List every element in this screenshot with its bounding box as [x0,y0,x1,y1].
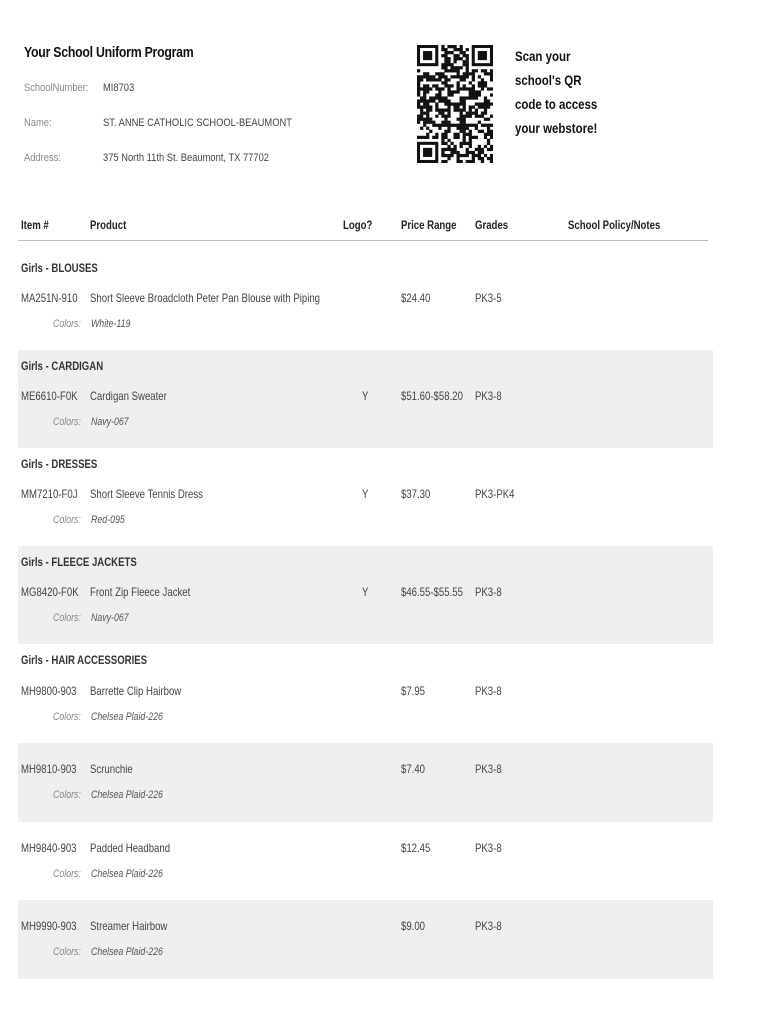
item-number: MH9990-903 [21,919,77,933]
item-number: MA251N-910 [21,291,78,305]
price-range: $9.00 [401,919,426,933]
colors-label: Colors: [53,868,81,880]
school-name: ST. ANNE CATHOLIC SCHOOL-BEAUMONT [103,117,292,129]
item-number: MH9800-903 [21,684,77,698]
product-name: Short Sleeve Broadcloth Peter Pan Blouse with Piping [90,291,321,305]
item-row [18,822,713,900]
address-label: Address: [24,152,61,164]
grades: PK3-8 [475,684,502,698]
colors-label: Colors: [53,946,81,958]
grades: PK3-8 [475,841,502,855]
grades: PK3-PK4 [475,487,515,501]
colors-value: Chelsea Plaid-226 [91,868,163,880]
colors-value: Chelsea Plaid-226 [91,946,163,958]
price-range: $12.45 [401,841,431,855]
colors-label: Colors: [53,789,81,801]
school-name-label: Name: [24,117,52,129]
address: 375 North 11th St. Beaumont, TX 77702 [103,152,269,164]
category-heading: Girls - FLEECE JACKETS [21,555,137,569]
grades: PK3-8 [475,919,502,933]
school-number-label: SchoolNumber: [24,82,89,94]
colors-label: Colors: [53,711,81,723]
column-price: Price Range [401,218,457,232]
colors-value: Chelsea Plaid-226 [91,789,163,801]
colors-value: Red-095 [91,514,125,526]
category-heading: Girls - BLOUSES [21,261,98,275]
category-heading: Girls - HAIR ACCESSORIES [21,653,148,667]
item-number: MG8420-F0K [21,585,79,599]
grades: PK3-8 [475,585,502,599]
logo-flag: Y [362,585,369,599]
logo-flag: Y [362,487,369,501]
column-item: Item # [21,218,49,232]
logo-flag: Y [362,389,369,403]
product-name: Barrette Clip Hairbow [90,684,182,698]
price-range: $7.40 [401,762,426,776]
price-range: $51.60-$58.20 [401,389,463,403]
school-number: MI8703 [103,82,135,94]
colors-value: White-119 [91,318,131,330]
grades: PK3-5 [475,291,502,305]
page-title: Your School Uniform Program [24,44,194,61]
category-heading: Girls - CARDIGAN [21,359,104,373]
qr-code-icon[interactable] [417,45,493,163]
price-range: $24.40 [401,291,431,305]
column-grades: Grades [475,218,509,232]
product-name: Front Zip Fleece Jacket [90,585,191,599]
colors-label: Colors: [53,514,81,526]
grades: PK3-8 [475,762,502,776]
colors-label: Colors: [53,416,81,428]
item-number: ME6610-F0K [21,389,78,403]
colors-label: Colors: [53,612,81,624]
category-section [18,350,713,448]
table-header [18,218,708,241]
product-name: Cardigan Sweater [90,389,167,403]
colors-label: Colors: [53,318,81,330]
product-name: Scrunchie [90,762,133,776]
column-logo: Logo? [343,218,373,232]
category-section [18,546,713,644]
category-section [18,448,713,546]
colors-value: Navy-067 [91,612,129,624]
qr-instructions: Scan your school's QR code to access your webstore! [515,48,598,136]
column-product: Product [90,218,127,232]
price-range: $7.95 [401,684,426,698]
item-row [18,900,713,979]
item-number: MH9840-903 [21,841,77,855]
item-number: MM7210-F0J [21,487,78,501]
category-section [18,644,713,743]
column-notes: School Policy/Notes [568,218,661,232]
colors-value: Chelsea Plaid-226 [91,711,163,723]
item-row [18,743,713,822]
price-range: $37.30 [401,487,431,501]
category-section [18,252,713,350]
product-name: Short Sleeve Tennis Dress [90,487,203,501]
grades: PK3-8 [475,389,502,403]
product-name: Streamer Hairbow [90,919,168,933]
colors-value: Navy-067 [91,416,129,428]
product-name: Padded Headband [90,841,171,855]
category-heading: Girls - DRESSES [21,457,98,471]
price-range: $46.55-$55.55 [401,585,463,599]
item-number: MH9810-903 [21,762,77,776]
